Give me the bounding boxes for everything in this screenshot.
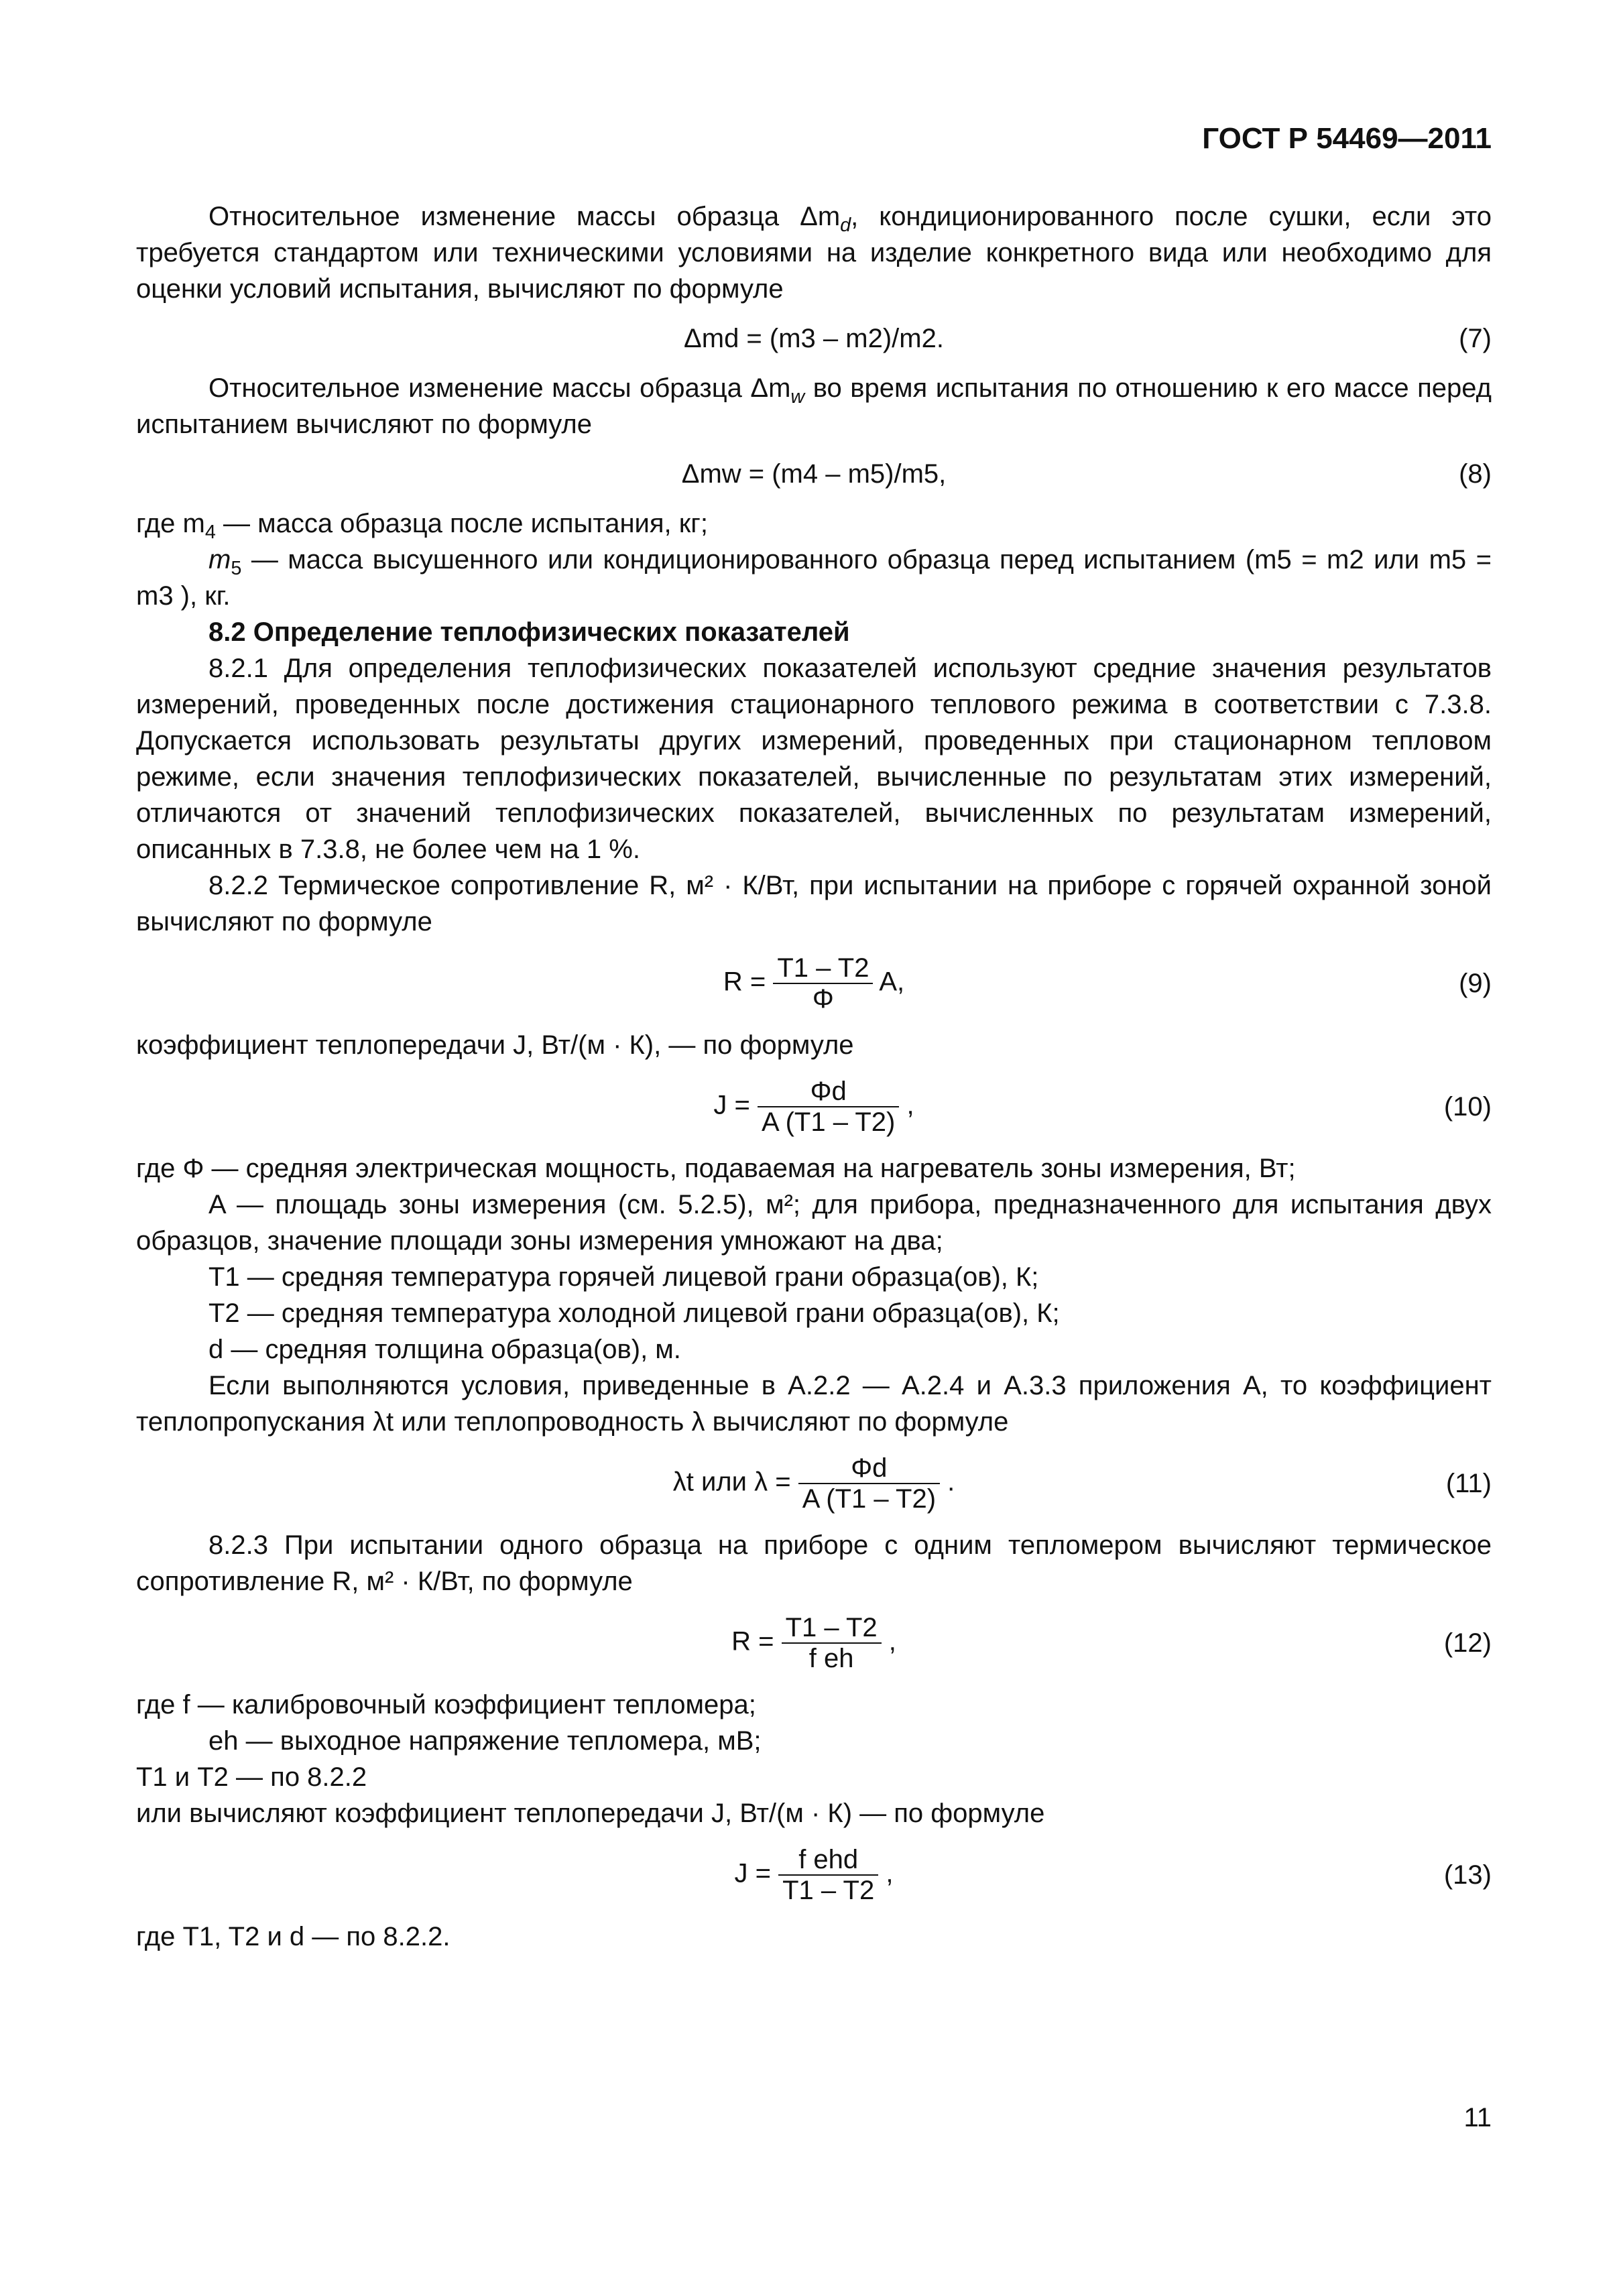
definition-phi: где Φ — средняя электрическая мощность, подаваемая на нагреватель зоны измерения, Вт;: [136, 1154, 1296, 1183]
formula-11: [136, 1453, 1492, 1514]
fraction: [758, 1077, 899, 1137]
formula-lhs: λt или λ =: [672, 1467, 791, 1497]
denominator: A (T1 – T2): [802, 1484, 937, 1514]
section-heading: 8.2 Определение теплофизических показателей: [208, 617, 850, 647]
formula-8: [136, 456, 1492, 492]
page-number: 11: [1463, 2103, 1492, 2132]
paragraph-conditions: Если выполняются условия, приведенные в А.2.2 — А.2.4 и А.3.3 приложения А, то коэффициент теплопропускания λt или теплопроводность λ вычисляют по формуле: [136, 1371, 1492, 1437]
formula-lhs: R =: [731, 1626, 774, 1656]
numerator: T1 – T2: [782, 1613, 882, 1644]
paragraph-heat-transfer: коэффициент теплопередачи J, Вт/(м · К), — по формуле: [136, 1030, 854, 1060]
formula-tail: ,: [888, 1626, 896, 1656]
numerator: f ehd: [778, 1845, 878, 1876]
definition-A: A — площадь зоны измерения (см. 5.2.5), м²; для прибора, предназначенного для испытания двух образцов, значение площади зоны измерения умножают на два;: [136, 1190, 1492, 1256]
definition-f: где f — калибровочный коэффициент тепломера;: [136, 1690, 756, 1719]
fraction: [778, 1845, 878, 1905]
formula-tail: ,: [906, 1090, 914, 1120]
symbol: m: [208, 545, 231, 575]
formula-10: [136, 1077, 1492, 1137]
formula-expression: [136, 1453, 1492, 1514]
paragraph-8-2-2: 8.2.2 Термическое сопротивление R, м² · К/Вт, при испытании на приборе с горячей охранной зоной вычисляют по формуле: [136, 871, 1492, 936]
final-reference: где T1, T2 и d — по 8.2.2.: [136, 1922, 450, 1951]
paragraph-text: , кондиционированного после сушки, если это требуется стандартом или техническими условиями на изделие конкретного вида или необходимо для оценки условий испытания, вычисляют по формуле: [136, 202, 1492, 304]
numerator: T1 – T2: [773, 953, 873, 984]
paragraph-relative-mass-dry: [136, 198, 1492, 307]
paragraph-text: Относительное изменение массы образца Δm: [208, 373, 791, 403]
definition-m4: [136, 505, 1492, 542]
definition-eh: eh — выходное напряжение тепломера, мВ;: [208, 1726, 762, 1756]
fraction: [773, 953, 873, 1014]
definition-T1: T1 — средняя температура горячей лицевой грани образца(ов), К;: [208, 1262, 1039, 1292]
denominator: f eh: [808, 1644, 854, 1673]
equation-number: (8): [1459, 459, 1492, 489]
equation-number: (13): [1443, 1860, 1492, 1890]
numerator: Φd: [758, 1077, 899, 1107]
paragraph-text: во время испытания по отношению к его массе перед испытанием вычисляют по формуле: [136, 373, 1492, 439]
subscript: 4: [204, 522, 216, 543]
formula-lhs: R =: [723, 967, 766, 997]
formula-expression: [136, 953, 1492, 1014]
standard-header: ГОСТ Р 54469—2011: [1202, 122, 1492, 155]
formula-9: [136, 953, 1492, 1014]
equation-number: (7): [1459, 324, 1492, 353]
equation-number: (11): [1445, 1469, 1492, 1498]
formula-tail: .: [947, 1467, 955, 1497]
subscript: w: [790, 386, 805, 408]
paragraph-relative-mass-test: [136, 370, 1492, 442]
formula-12: [136, 1613, 1492, 1673]
definition-d: d — средняя толщина образца(ов), м.: [208, 1335, 681, 1364]
definition-text: — масса образца после испытания, кг;: [223, 509, 708, 538]
subscript: d: [840, 215, 851, 236]
equation-number: (9): [1459, 969, 1492, 998]
equation-number: (10): [1443, 1092, 1492, 1122]
formula-expression: Δmd = (m3 – m2)/m2.: [684, 324, 944, 353]
formula-13: [136, 1845, 1492, 1905]
definition-text: — масса высушенного или кондиционированного образца перед испытанием (m5 = m2 или m5 = m3 ), кг.: [136, 545, 1492, 611]
denominator: T1 – T2: [782, 1876, 875, 1905]
formula-expression: Δmw = (m4 – m5)/m5,: [681, 459, 947, 489]
formula-expression: [136, 1613, 1492, 1673]
paragraph-text: Относительное изменение массы образца Δm: [208, 202, 841, 231]
formula-expression: [136, 1845, 1492, 1905]
equation-number: (12): [1443, 1628, 1492, 1658]
formula-tail: ,: [886, 1858, 894, 1888]
fraction: [798, 1453, 940, 1514]
definition-T1-T2: T1 и T2 — по 8.2.2: [136, 1762, 367, 1792]
subscript: 5: [231, 558, 242, 579]
symbol: где m: [136, 509, 205, 538]
definition-m5: [136, 542, 1492, 614]
denominator: Φ: [812, 984, 834, 1014]
numerator: Φd: [798, 1453, 940, 1484]
formula-expression: [136, 1077, 1492, 1137]
denominator: A (T1 – T2): [762, 1107, 896, 1137]
formula-lhs: J =: [713, 1090, 750, 1120]
paragraph-heat-transfer-2: или вычисляют коэффициент теплопередачи J, Вт/(м · К) — по формуле: [136, 1799, 1045, 1828]
fraction: [782, 1613, 882, 1673]
formula-lhs: J =: [734, 1858, 771, 1888]
paragraph-8-2-3: 8.2.3 При испытании одного образца на приборе с одним тепломером вычисляют термическое сопротивление R, м² · К/Вт, по формуле: [136, 1530, 1492, 1596]
formula-tail: A,: [879, 967, 905, 997]
formula-7: [136, 320, 1492, 357]
document-body: [136, 198, 1492, 1955]
definition-T2: T2 — средняя температура холодной лицевой грани образца(ов), К;: [208, 1298, 1060, 1328]
paragraph-8-2-1: 8.2.1 Для определения теплофизических показателей используют средние значения результатов измерений, проведенных после достижения стационарного теплового режима в соответствии с 7.3.8. Допускается использовать результаты других измерений, проведенных при стационарном тепловом режиме, если значения теплофизических показателей, вычисленные по результатам этих измерений, отличаются от значений теплофизических показателей, вычисленных по результатам измерений, описанных в 7.3.8, не более чем на 1 %.: [136, 654, 1492, 864]
